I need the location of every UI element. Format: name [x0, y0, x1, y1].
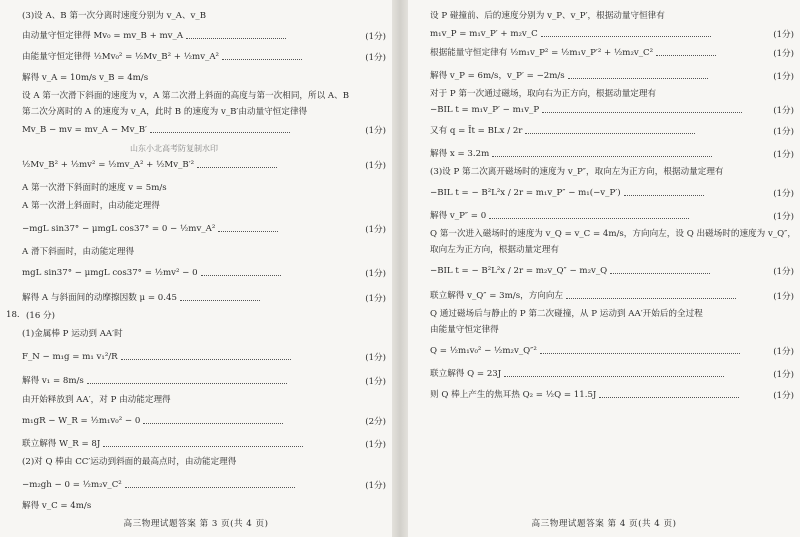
text-line: 由开始释放到 AA′，对 P 由动能定理得: [22, 395, 171, 405]
text-line: 对于 P 第一次通过磁场，取向右为正方向，根据动量定理有: [430, 89, 657, 99]
score-label: (1分): [365, 481, 386, 491]
text-line: 根据能量守恒定律有 ½m₁v_P² = ½m₁v_P′² + ½m₂v_C²: [408, 46, 800, 60]
text-line: −BIL t = − B²L²x / 2r = m₁v_P″ − m₁(−v_P′): [408, 186, 800, 200]
text-line: 解得 v_A = 10m/s v_B = 4m/s: [22, 73, 149, 83]
score-label: (1分): [773, 30, 794, 40]
text-line: 第二次分离时的 A 的速度为 v_A，此时 B 的速度为 v_B′由动量守恒定律得: [22, 107, 308, 117]
text-line: 解得 v_P″ = 0: [408, 210, 800, 222]
score-label: (1分): [773, 391, 794, 401]
text-line: m₁gR − W_R = ½m₁v₀² − 0: [0, 414, 392, 428]
text-line: (3)设 P 第二次离开磁场时的速度为 v_P″，取向左为正方向，根据动量定理有: [430, 167, 724, 177]
text-line: 由能量守恒定律得 ½Mv₀² = ½Mv_B² + ½mv_A²: [0, 50, 392, 64]
text-line: 解得 v_C = 4m/s: [22, 501, 92, 511]
text-line: 由动量守恒定律得 Mv₀ = mv_B + mv_A: [0, 30, 392, 42]
text-line: A 滑下斜面时，由动能定理得: [22, 247, 135, 257]
text-line: −BIL t = m₁v_P′ − m₁v_P: [408, 104, 800, 116]
text-line: −mgL sin37° − μmgL cos37° = 0 − ½mv_A²: [0, 222, 392, 236]
score-label: (1分): [773, 267, 794, 277]
score-label: (1分): [773, 106, 794, 116]
text-line: 解得 v₁ = 8m/s: [0, 375, 392, 387]
text-line: 联立解得 v_Q″ = 3m/s，方向向左: [408, 290, 800, 302]
text-line: Mv_B − mv = mv_A − Mv_B′: [0, 124, 392, 136]
text-line: 又有 q = Īt = BLx / 2r: [408, 124, 800, 138]
text-line: Q 第一次进入磁场时的速度为 v_Q = v_C = 4m/s，方向向左，设 Q 出磁场时的速度为 v_Q″，: [430, 229, 796, 239]
score-label: (1分): [365, 294, 386, 304]
text-line: A 第一次滑上斜面时，由动能定理得: [22, 201, 160, 211]
score-label: (1分): [773, 189, 794, 199]
score-label: (1分): [773, 292, 794, 302]
score-label: (1分): [773, 347, 794, 357]
score-label: (1分): [365, 161, 386, 171]
text-line: 解得 A 与斜面间的动摩擦因数 μ = 0.45: [0, 292, 392, 304]
score-label: (1分): [773, 72, 794, 82]
score-label: (1分): [773, 127, 794, 137]
score-label: (1分): [365, 53, 386, 63]
text-line: 联立解得 W_R = 8J: [0, 438, 392, 450]
page-gutter: [392, 0, 408, 537]
text-line: 解得 v_P = 6m/s，v_P′ = −2m/s: [408, 70, 800, 82]
score-label: (1分): [365, 225, 386, 235]
score-label: (1分): [773, 212, 794, 222]
page-footer: 高三物理试题答案 第 3 页(共 4 页): [123, 519, 269, 529]
score-label: (1分): [773, 49, 794, 59]
score-label: (1分): [365, 269, 386, 279]
text-line: A 第一次滑下斜面时的速度 v = 5m/s: [22, 183, 167, 193]
text-line: 由能量守恒定律得: [430, 325, 499, 335]
text-line: 设 A 第一次滑下斜面的速度为 v，A 第二次滑上斜面的高度与第一次相同，所以 A、B: [22, 91, 350, 101]
text-line: m₁v_P = m₁v_P′ + m₂v_C: [408, 28, 800, 40]
score-label: (1分): [365, 353, 386, 363]
answer-page-4: [408, 0, 800, 537]
text-line: 解得 x = 3.2m: [408, 148, 800, 160]
text-line: 则 Q 棒上产生的焦耳热 Q₂ = ½Q = 11.5J: [408, 388, 800, 402]
score-label: (1分): [773, 150, 794, 160]
text-line: Q 通过磁场后与静止的 P 第二次碰撞，从 P 运动到 AA′开始后的全过程: [430, 309, 703, 319]
text-line: mgL sin37° − μmgL cos37° = ½mv² − 0: [0, 266, 392, 280]
score-label: (1分): [365, 440, 386, 450]
text-line: 取向左为正方向，根据动量定理有: [430, 245, 559, 255]
score-label: (1分): [365, 377, 386, 387]
text-line: 设 P 碰撞前、后的速度分别为 v_P、v_P′，根据动量守恒律有: [430, 11, 665, 21]
score-label: (1分): [773, 370, 794, 380]
page-footer: 高三物理试题答案 第 4 页(共 4 页): [531, 519, 677, 529]
text-line: 联立解得 Q = 23J: [408, 368, 800, 380]
score-label: (1分): [365, 126, 386, 136]
text-line: ½Mv_B² + ½mv² = ½mv_A² + ½Mv_B′²: [0, 158, 392, 172]
text-line: −m₂gh − 0 = ½m₂v_C²: [0, 478, 392, 492]
text-line: (3)设 A、B 第一次分离时速度分别为 v_A、v_B: [22, 11, 207, 21]
score-label: (2分): [365, 417, 386, 427]
text-line: −BIL t = − B²L²x / 2r = m₂v_Q″ − m₂v_Q: [408, 264, 800, 278]
answer-page-3: [0, 0, 392, 537]
text-line: (2)对 Q 棒由 CC′运动到斜面的最高点时，由动能定理得: [22, 457, 237, 467]
score-label: (1分): [365, 32, 386, 42]
text-line: Q = ½m₁v₀² − ½m₂v_Q″²: [408, 344, 800, 358]
question-number: 18.: [6, 310, 20, 320]
watermark-text: 山东小北高考防复制水印: [130, 144, 218, 153]
text-line: F_N − m₁g = m₁ v₁²/R: [0, 350, 392, 364]
text-line: (1)金属棒 P 运动到 AA′时: [22, 329, 123, 339]
text-line: (16 分): [26, 311, 55, 321]
